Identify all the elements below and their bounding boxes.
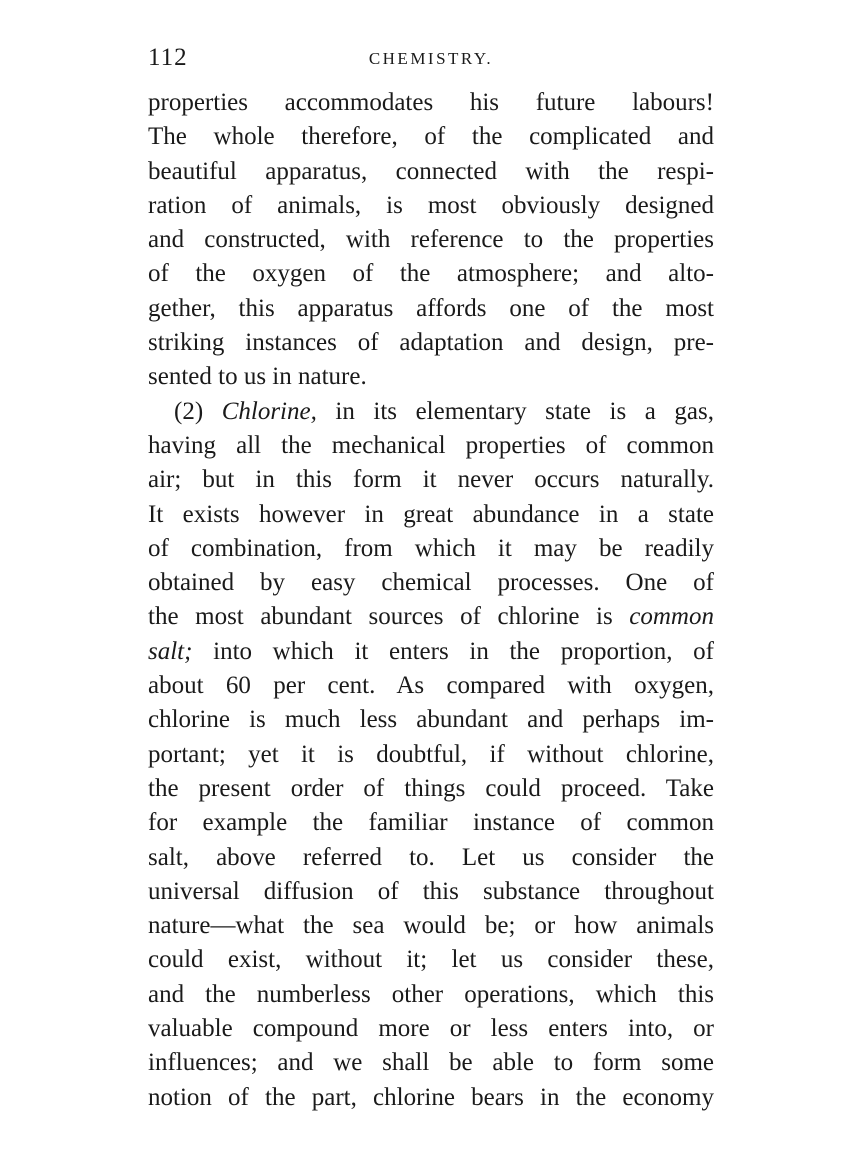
body-text [148, 86, 714, 1115]
text-line [148, 429, 714, 463]
page-number: 112 [148, 44, 188, 71]
text-segment: having all the mechanical properties of common [148, 431, 714, 459]
text-line [148, 1046, 714, 1080]
text-segment: for example the familiar instance of common [148, 809, 714, 837]
text-segment: ration of animals, is most obviously designed [148, 191, 714, 219]
text-segment: and constructed, with reference to the properties [148, 226, 714, 254]
text-line [148, 635, 714, 669]
text-line [148, 360, 714, 394]
italic-text: salt; [148, 637, 193, 665]
text-line [148, 875, 714, 909]
italic-text: Chlorine, [221, 397, 317, 425]
text-segment: gether, this apparatus affords one of the most [148, 294, 714, 322]
text-segment: influences; and we shall be able to form some [148, 1049, 714, 1077]
text-segment: properties accommodates his future labours! [148, 89, 714, 116]
text-segment: universal diffusion of this substance throughout [148, 877, 714, 905]
text-line [148, 498, 714, 532]
text-segment: the present order of things could proceed. Take [148, 774, 714, 802]
text-line [148, 738, 714, 772]
text-segment: nature—what the sea would be; or how animals [148, 912, 714, 940]
text-segment: into which it enters in the proportion, of [192, 637, 714, 665]
text-segment: in its elementary state is a gas, [316, 397, 714, 425]
text-line [148, 532, 714, 566]
text-segment: obtained by easy chemical processes. One of [148, 569, 714, 597]
text-line [148, 772, 714, 806]
text-segment: the most abundant sources of chlorine is [148, 603, 630, 631]
text-line [148, 703, 714, 737]
text-segment: The whole therefore, of the complicated and [148, 123, 714, 151]
text-segment: salt, above referred to. Let us consider the [148, 843, 714, 871]
text-line [148, 223, 714, 257]
text-line [148, 841, 714, 875]
text-segment: of combination, from which it may be readily [148, 534, 714, 562]
text-line [148, 120, 714, 154]
text-line [148, 669, 714, 703]
running-head [148, 44, 714, 74]
text-segment: sented to us in nature. [148, 363, 367, 391]
text-segment: and the numberless other operations, which this [148, 980, 714, 1008]
text-line [148, 943, 714, 977]
text-segment: of the oxygen of the atmosphere; and alto- [148, 260, 714, 288]
text-line [148, 1012, 714, 1046]
text-line [148, 326, 714, 360]
text-line [148, 1081, 714, 1115]
text-line [148, 909, 714, 943]
text-segment: It exists however in great abundance in a state [148, 500, 714, 528]
text-line [148, 978, 714, 1012]
running-title: CHEMISTRY. [368, 49, 494, 68]
text-segment: valuable compound more or less enters into, or [148, 1015, 714, 1043]
text-line [148, 292, 714, 326]
italic-text: common [629, 603, 714, 631]
text-line [148, 600, 714, 634]
text-segment: (2) [174, 397, 222, 425]
text-line [148, 806, 714, 840]
text-line [148, 566, 714, 600]
text-line [148, 463, 714, 497]
text-line [148, 189, 714, 223]
text-line [148, 395, 714, 429]
text-segment: could exist, without it; let us consider these, [148, 946, 714, 974]
text-segment: air; but in this form it never occurs naturally. [148, 466, 714, 494]
text-segment: beautiful apparatus, connected with the respi- [148, 157, 714, 185]
text-line [148, 155, 714, 189]
text-segment: portant; yet it is doubtful, if without chlorine, [148, 740, 714, 768]
text-line [148, 257, 714, 291]
text-segment: chlorine is much less abundant and perhaps im- [148, 706, 714, 734]
text-segment: striking instances of adaptation and design, pre- [148, 329, 714, 357]
text-segment: about 60 per cent. As compared with oxygen, [148, 672, 714, 700]
text-segment: notion of the part, chlorine bears in the economy [148, 1083, 714, 1111]
text-line [148, 86, 714, 120]
